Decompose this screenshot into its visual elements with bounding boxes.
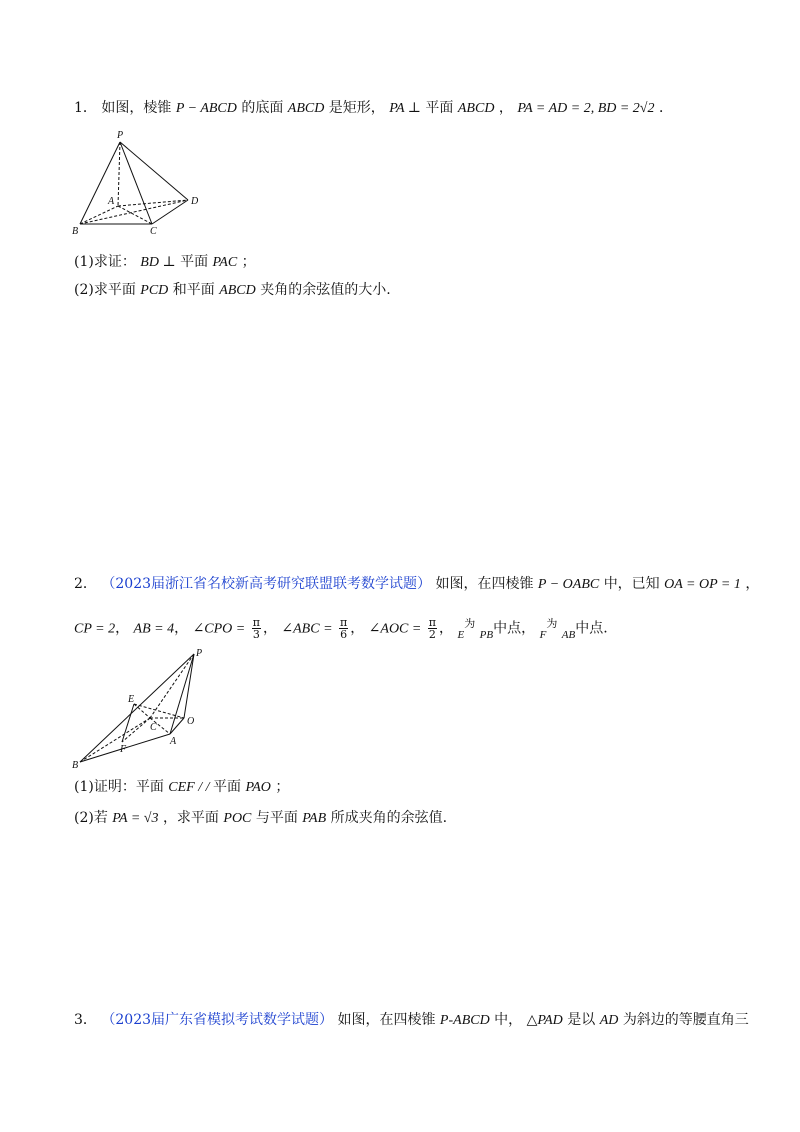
label-c: C bbox=[150, 226, 157, 237]
math-expr: P − OABC bbox=[537, 577, 600, 592]
problem-source: （2023届广东省模拟考试数学试题） bbox=[101, 1012, 334, 1028]
fraction bbox=[252, 617, 261, 640]
question-text: 和平面 bbox=[172, 282, 215, 298]
angle-expr: ∠AOC = bbox=[368, 621, 422, 637]
statement-text: 中点. bbox=[575, 620, 608, 637]
question-text: (1)求证： bbox=[74, 254, 136, 270]
math-expr: ABCD bbox=[219, 283, 256, 298]
math-expr: PCD bbox=[140, 283, 169, 298]
problem2-pyramid-figure bbox=[70, 646, 210, 770]
math-expr: PA ⊥ bbox=[389, 101, 421, 116]
math-expr: PB bbox=[479, 628, 494, 641]
math-expr: PA = √3 bbox=[112, 811, 159, 826]
fraction-denominator: 3 bbox=[252, 628, 260, 641]
question-text: (2)求平面 bbox=[74, 282, 136, 298]
problem-source: （2023届浙江省名校新高考研究联盟联考数学试题） bbox=[101, 576, 432, 592]
question-text: (2)若 bbox=[74, 810, 108, 826]
statement-text: 是以 bbox=[567, 1012, 596, 1028]
problem2-statement bbox=[74, 574, 759, 595]
statement-text: 中点， bbox=[493, 620, 536, 637]
angle-expr: ∠CPO = bbox=[192, 621, 246, 637]
fraction-numerator: π bbox=[428, 616, 437, 629]
math-expr: PAB bbox=[302, 811, 327, 826]
math-expr: F bbox=[539, 628, 547, 641]
math-expr: OA = OP = 1 bbox=[664, 577, 741, 592]
math-expr: POC bbox=[223, 811, 252, 826]
label-p: P bbox=[196, 648, 203, 659]
statement-text: 中， bbox=[494, 1012, 523, 1028]
question-text: ，求平面 bbox=[162, 810, 219, 826]
problem1-pyramid-figure bbox=[70, 128, 210, 238]
separator: ， bbox=[262, 620, 277, 637]
problem2-question2 bbox=[74, 808, 447, 829]
separator: ， bbox=[439, 620, 454, 637]
problem-number: 2． bbox=[74, 576, 97, 592]
fraction bbox=[339, 617, 348, 640]
label-p: P bbox=[117, 130, 124, 141]
math-expr: AB bbox=[561, 628, 576, 641]
question-text: 所成夹角的余弦值. bbox=[330, 810, 448, 826]
math-expr: △PAD bbox=[526, 1013, 563, 1028]
statement-text: 是矩形， bbox=[328, 100, 385, 116]
problem-number: 3． bbox=[74, 1012, 97, 1028]
statement-text: 为 bbox=[464, 616, 476, 630]
statement-text: 的底面 bbox=[241, 100, 284, 116]
label-c: C bbox=[150, 722, 157, 733]
statement-text: ． bbox=[658, 100, 673, 116]
question-text: 与平面 bbox=[255, 810, 298, 826]
math-expr: BD ⊥ bbox=[140, 255, 176, 270]
label-o: O bbox=[187, 716, 195, 727]
math-expr: AB = 4 bbox=[133, 621, 175, 637]
statement-text: 为斜边的等腰直角三 bbox=[622, 1012, 749, 1028]
problem-number: 1． bbox=[74, 100, 97, 116]
statement-text: ， bbox=[498, 100, 513, 116]
question-text: ； bbox=[241, 254, 256, 270]
question-text: 平面 bbox=[180, 254, 209, 270]
math-expr: ABCD bbox=[287, 101, 325, 116]
question-text: 平面 bbox=[213, 779, 242, 795]
math-expr: PAC bbox=[212, 255, 238, 270]
statement-text: 如图，在四棱锥 bbox=[337, 1012, 436, 1028]
problem1-question2 bbox=[74, 280, 391, 301]
separator: ， bbox=[350, 620, 365, 637]
math-expr: ABCD bbox=[457, 101, 495, 116]
label-f: F bbox=[120, 744, 127, 755]
label-a: A bbox=[170, 736, 177, 747]
parallel-symbol: / / bbox=[194, 780, 214, 795]
label-b: B bbox=[72, 760, 79, 770]
fraction-numerator: π bbox=[339, 616, 348, 629]
statement-text: 平面 bbox=[425, 100, 454, 116]
problem1-question1 bbox=[74, 252, 256, 273]
math-expr: PA = AD = 2, BD = 2√2 bbox=[517, 101, 655, 116]
statement-text: 如图，棱锥 bbox=[101, 100, 172, 116]
math-expr: CEF bbox=[168, 780, 195, 795]
question-text: ； bbox=[275, 779, 290, 795]
math-expr: P − ABCD bbox=[175, 101, 237, 116]
math-expr: CP = 2 bbox=[74, 621, 116, 637]
label-a: A bbox=[108, 196, 115, 207]
fraction-numerator: π bbox=[252, 616, 260, 629]
question-text: 夹角的余弦值的大小. bbox=[260, 282, 391, 298]
separator: ， bbox=[115, 620, 130, 637]
angle-expr: ∠ABC = bbox=[281, 621, 333, 637]
statement-text: 为 bbox=[546, 616, 558, 630]
math-expr: PAO bbox=[245, 780, 271, 795]
label-b: B bbox=[72, 226, 79, 237]
fraction-denominator: 6 bbox=[340, 628, 348, 641]
problem1-statement bbox=[74, 98, 673, 119]
question-text: (1)证明：平面 bbox=[74, 779, 164, 795]
label-d: D bbox=[191, 196, 199, 207]
fraction-denominator: 2 bbox=[428, 628, 436, 641]
math-expr: P-ABCD bbox=[439, 1013, 490, 1028]
math-expr: AD bbox=[599, 1013, 619, 1028]
problem2-conditions bbox=[74, 617, 608, 640]
fraction bbox=[428, 617, 437, 640]
separator: ， bbox=[174, 620, 189, 637]
math-expr: E bbox=[457, 628, 465, 641]
label-e: E bbox=[128, 694, 135, 705]
statement-text: ， bbox=[745, 576, 760, 592]
statement-text: 如图，在四棱锥 bbox=[435, 576, 534, 592]
problem3-statement bbox=[74, 1010, 749, 1031]
problem2-question1 bbox=[74, 777, 289, 798]
statement-text: 中，已知 bbox=[603, 576, 660, 592]
